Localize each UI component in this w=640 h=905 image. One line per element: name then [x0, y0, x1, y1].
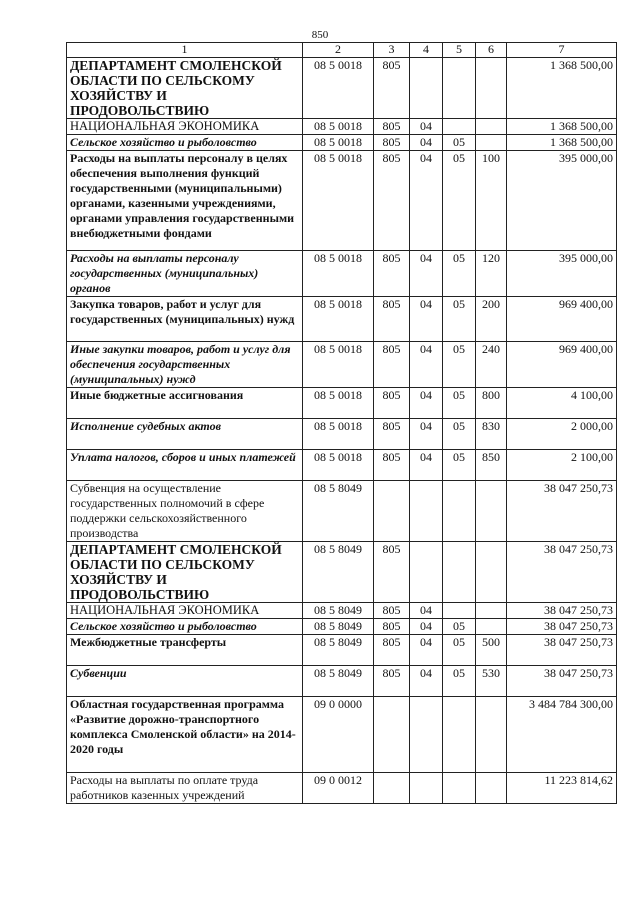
row-grbs: 805 [374, 58, 410, 119]
row-amount: 1 368 500,00 [507, 119, 617, 135]
row-grbs: 805 [374, 119, 410, 135]
row-subsection [443, 773, 476, 804]
row-expense-type: 200 [476, 297, 507, 342]
row-amount: 11 223 814,62 [507, 773, 617, 804]
row-target-code: 08 5 0018 [303, 419, 374, 450]
page-number: 850 [311, 29, 329, 41]
row-name: Уплата налогов, сборов и иных платежей [67, 450, 303, 481]
row-name: Исполнение судебных актов [67, 419, 303, 450]
row-subsection [443, 697, 476, 773]
row-expense-type [476, 619, 507, 635]
column-header: 4 [410, 43, 443, 58]
row-grbs: 805 [374, 619, 410, 635]
row-expense-type: 100 [476, 151, 507, 251]
row-grbs: 805 [374, 135, 410, 151]
table-row [67, 388, 617, 419]
row-subsection: 05 [443, 135, 476, 151]
row-amount: 38 047 250,73 [507, 666, 617, 697]
row-amount: 395 000,00 [507, 251, 617, 297]
row-target-code: 08 5 0018 [303, 119, 374, 135]
row-section: 04 [410, 342, 443, 388]
table-row [67, 135, 617, 151]
row-target-code: 08 5 8049 [303, 635, 374, 666]
row-name: Сельское хозяйство и рыболовство [67, 135, 303, 151]
row-expense-type: 830 [476, 419, 507, 450]
row-expense-type: 800 [476, 388, 507, 419]
row-grbs: 805 [374, 603, 410, 619]
row-target-code: 08 5 0018 [303, 151, 374, 251]
row-name: Расходы на выплаты по оплате труда работников казенных учреждений [67, 773, 303, 804]
table-row [67, 697, 617, 773]
row-expense-type: 850 [476, 450, 507, 481]
row-section [410, 773, 443, 804]
row-expense-type: 530 [476, 666, 507, 697]
row-target-code: 08 5 0018 [303, 297, 374, 342]
row-grbs: 805 [374, 251, 410, 297]
row-grbs: 805 [374, 666, 410, 697]
row-name: Иные бюджетные ассигнования [67, 388, 303, 419]
row-subsection [443, 58, 476, 119]
row-target-code: 08 5 8049 [303, 542, 374, 603]
row-target-code: 08 5 0018 [303, 450, 374, 481]
row-section: 04 [410, 666, 443, 697]
row-amount: 38 047 250,73 [507, 635, 617, 666]
row-section: 04 [410, 635, 443, 666]
table-row [67, 450, 617, 481]
row-section [410, 481, 443, 542]
row-name: НАЦИОНАЛЬНАЯ ЭКОНОМИКА [67, 603, 303, 619]
row-section: 04 [410, 603, 443, 619]
row-amount: 969 400,00 [507, 297, 617, 342]
row-name: Расходы на выплаты персоналу в целях обеспечения выполнения функций государственными (муниципальными) органами, казенными учреждениями, органами управления государственными внебюджетными фондами [67, 151, 303, 251]
column-number-row [67, 43, 617, 58]
row-section: 04 [410, 151, 443, 251]
row-section [410, 697, 443, 773]
row-subsection [443, 481, 476, 542]
row-amount: 2 100,00 [507, 450, 617, 481]
table-row [67, 481, 617, 542]
table-row [67, 119, 617, 135]
column-header: 6 [476, 43, 507, 58]
row-amount: 38 047 250,73 [507, 542, 617, 603]
row-target-code: 08 5 0018 [303, 388, 374, 419]
row-subsection: 05 [443, 666, 476, 697]
row-expense-type [476, 603, 507, 619]
row-name: ДЕПАРТАМЕНТ СМОЛЕНСКОЙ ОБЛАСТИ ПО СЕЛЬСКОМУ ХОЗЯЙСТВУ И ПРОДОВОЛЬСТВИЮ [67, 542, 303, 603]
row-expense-type: 500 [476, 635, 507, 666]
row-grbs: 805 [374, 419, 410, 450]
row-name: ДЕПАРТАМЕНТ СМОЛЕНСКОЙ ОБЛАСТИ ПО СЕЛЬСКОМУ ХОЗЯЙСТВУ И ПРОДОВОЛЬСТВИЮ [67, 58, 303, 119]
row-grbs: 805 [374, 151, 410, 251]
row-expense-type [476, 697, 507, 773]
row-name: Сельское хозяйство и рыболовство [67, 619, 303, 635]
row-grbs: 805 [374, 342, 410, 388]
table-row [67, 603, 617, 619]
row-section: 04 [410, 297, 443, 342]
budget-table-body [67, 58, 617, 804]
row-amount: 1 368 500,00 [507, 135, 617, 151]
table-row [67, 542, 617, 603]
row-subsection [443, 119, 476, 135]
row-section: 04 [410, 251, 443, 297]
row-amount: 4 100,00 [507, 388, 617, 419]
row-amount: 38 047 250,73 [507, 603, 617, 619]
table-row [67, 251, 617, 297]
row-subsection: 05 [443, 342, 476, 388]
table-row [67, 297, 617, 342]
column-header: 5 [443, 43, 476, 58]
row-target-code: 09 0 0012 [303, 773, 374, 804]
row-section: 04 [410, 119, 443, 135]
row-subsection: 05 [443, 419, 476, 450]
table-row [67, 666, 617, 697]
table-row [67, 635, 617, 666]
row-amount: 38 047 250,73 [507, 619, 617, 635]
row-grbs: 805 [374, 450, 410, 481]
row-target-code: 08 5 0018 [303, 58, 374, 119]
row-grbs [374, 481, 410, 542]
row-target-code: 08 5 0018 [303, 342, 374, 388]
row-subsection: 05 [443, 450, 476, 481]
row-name: Закупка товаров, работ и услуг для государственных (муниципальных) нужд [67, 297, 303, 342]
row-section: 04 [410, 619, 443, 635]
column-header: 1 [67, 43, 303, 58]
row-expense-type: 240 [476, 342, 507, 388]
table-row [67, 619, 617, 635]
row-expense-type [476, 58, 507, 119]
row-grbs: 805 [374, 297, 410, 342]
row-name: Межбюджетные трансферты [67, 635, 303, 666]
row-expense-type [476, 119, 507, 135]
table-row [67, 151, 617, 251]
row-section: 04 [410, 388, 443, 419]
row-subsection: 05 [443, 619, 476, 635]
row-name: Расходы на выплаты персоналу государственных (муниципальных) органов [67, 251, 303, 297]
column-header: 7 [507, 43, 617, 58]
row-target-code: 08 5 8049 [303, 619, 374, 635]
row-subsection: 05 [443, 151, 476, 251]
table-row [67, 773, 617, 804]
row-grbs: 805 [374, 388, 410, 419]
row-amount: 2 000,00 [507, 419, 617, 450]
row-section: 04 [410, 450, 443, 481]
row-grbs: 805 [374, 542, 410, 603]
row-subsection: 05 [443, 251, 476, 297]
row-expense-type: 120 [476, 251, 507, 297]
row-grbs [374, 697, 410, 773]
row-section [410, 58, 443, 119]
row-name: Областная государственная программа «Развитие дорожно-транспортного комплекса Смоленской области» на 2014-2020 годы [67, 697, 303, 773]
row-expense-type [476, 773, 507, 804]
row-target-code: 08 5 0018 [303, 135, 374, 151]
row-expense-type [476, 481, 507, 542]
row-name: Субвенция на осуществление государственных полномочий в сфере поддержки сельскохозяйственного производства [67, 481, 303, 542]
row-target-code: 08 5 8049 [303, 481, 374, 542]
row-subsection [443, 542, 476, 603]
row-section [410, 542, 443, 603]
budget-table [66, 42, 617, 804]
row-name: Субвенции [67, 666, 303, 697]
row-target-code: 09 0 0000 [303, 697, 374, 773]
row-name: НАЦИОНАЛЬНАЯ ЭКОНОМИКА [67, 119, 303, 135]
column-header: 2 [303, 43, 374, 58]
row-grbs: 805 [374, 635, 410, 666]
row-amount: 38 047 250,73 [507, 481, 617, 542]
row-subsection: 05 [443, 297, 476, 342]
row-amount: 395 000,00 [507, 151, 617, 251]
row-target-code: 08 5 0018 [303, 251, 374, 297]
row-grbs [374, 773, 410, 804]
row-section: 04 [410, 419, 443, 450]
row-section: 04 [410, 135, 443, 151]
row-amount: 969 400,00 [507, 342, 617, 388]
table-row [67, 342, 617, 388]
row-subsection: 05 [443, 388, 476, 419]
row-subsection [443, 603, 476, 619]
table-row [67, 58, 617, 119]
row-subsection: 05 [443, 635, 476, 666]
row-target-code: 08 5 8049 [303, 603, 374, 619]
row-amount: 1 368 500,00 [507, 58, 617, 119]
column-header: 3 [374, 43, 410, 58]
row-target-code: 08 5 8049 [303, 666, 374, 697]
table-row [67, 419, 617, 450]
row-name: Иные закупки товаров, работ и услуг для обеспечения государственных (муниципальных) нужд [67, 342, 303, 388]
row-expense-type [476, 542, 507, 603]
row-expense-type [476, 135, 507, 151]
row-amount: 3 484 784 300,00 [507, 697, 617, 773]
